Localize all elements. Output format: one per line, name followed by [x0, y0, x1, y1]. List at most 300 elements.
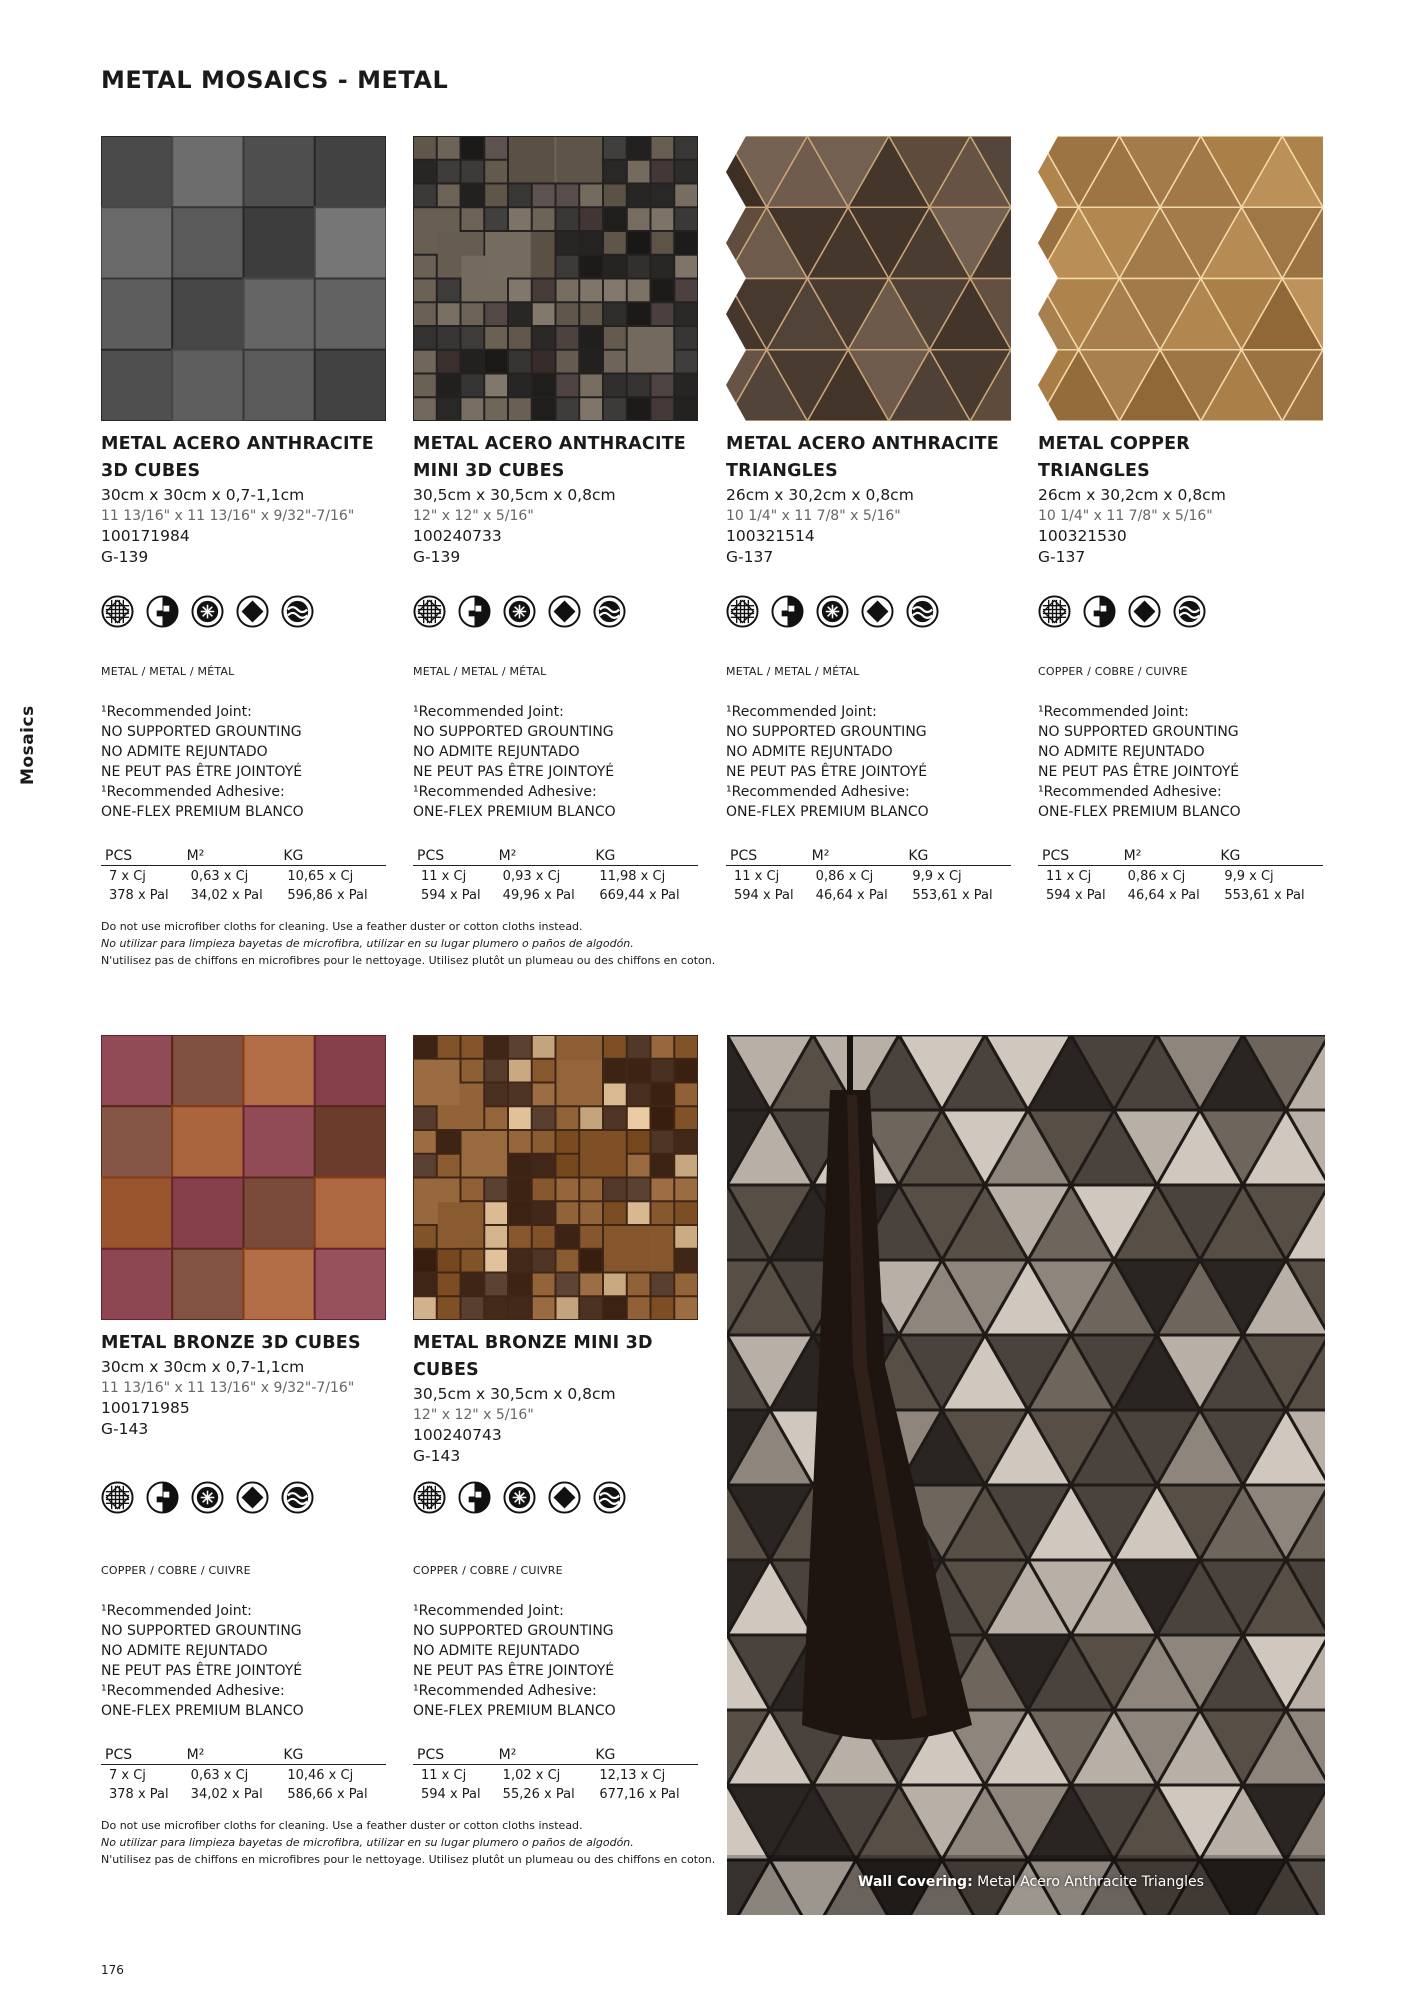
tile — [485, 1107, 507, 1129]
tile — [580, 185, 602, 207]
note-adhesive: ONE-FLEX PREMIUM BLANCO — [413, 804, 616, 820]
packing-cell-pcs: 7 x Cj — [109, 869, 146, 884]
tile — [462, 398, 484, 420]
tile — [557, 185, 579, 207]
packing-cell-kg: 10,46 x Cj — [287, 1768, 354, 1783]
packing-cell-pcs: 594 x Pal — [421, 1787, 481, 1802]
sparkle-icon — [191, 1481, 224, 1514]
product-code: 100240743 — [413, 1426, 502, 1444]
tile — [652, 1179, 674, 1201]
packing-header-row — [413, 848, 698, 866]
note-adhesive-label: ¹Recommended Adhesive: — [413, 1683, 597, 1699]
tile — [652, 398, 674, 420]
packing-row — [101, 885, 386, 904]
tile — [485, 1297, 507, 1319]
packing-row — [413, 1784, 698, 1803]
product-swatch-image — [101, 136, 386, 421]
tile — [557, 1274, 579, 1296]
tile — [438, 375, 460, 397]
product-card — [101, 136, 386, 918]
packing-cell-kg: 9,9 x Cj — [1224, 869, 1274, 884]
tile — [101, 1106, 172, 1177]
tile — [414, 1107, 436, 1129]
tile — [315, 279, 386, 350]
product-name: METAL BRONZE MINI 3D CUBES — [413, 1333, 653, 1380]
packing-header: KG — [591, 1747, 698, 1765]
tile — [604, 1179, 626, 1201]
product-card — [1038, 136, 1323, 918]
tile — [628, 256, 650, 278]
tile — [557, 256, 579, 278]
tile — [509, 351, 531, 373]
tile — [414, 161, 436, 183]
packing-row — [726, 885, 1011, 904]
tile — [509, 303, 531, 325]
diamond-icon — [1128, 595, 1161, 628]
packing-table — [726, 848, 1011, 904]
product-card — [101, 1035, 386, 1817]
tile — [533, 1274, 555, 1296]
tile — [557, 1155, 579, 1177]
product-code: 100321514 — [726, 527, 815, 545]
tile — [628, 398, 650, 420]
note-line-en: NO SUPPORTED GROUNTING — [101, 724, 302, 740]
product-swatch-image — [1038, 136, 1323, 421]
packing-row — [413, 866, 698, 886]
note-line-es: NO ADMITE REJUNTADO — [1038, 744, 1205, 760]
packing-header: M² — [495, 848, 592, 866]
dimensions-imperial: 10 1/4" x 11 7/8" x 5/16" — [726, 508, 901, 524]
tile — [557, 1107, 579, 1129]
packing-row — [1038, 885, 1323, 904]
packing-table — [413, 1747, 698, 1803]
price-group: G-139 — [413, 548, 461, 566]
mesh-icon — [101, 1481, 134, 1514]
dimensions-metric: 26cm x 30,2cm x 0,8cm — [1038, 486, 1226, 504]
tile — [533, 375, 555, 397]
tile — [675, 1250, 697, 1272]
diamond-icon — [236, 595, 269, 628]
tile — [557, 1297, 579, 1319]
tile — [244, 1106, 315, 1177]
packing-header: M² — [183, 848, 280, 866]
tile — [557, 303, 579, 325]
tile — [533, 398, 555, 420]
note-adhesive-label: ¹Recommended Adhesive: — [101, 784, 285, 800]
packing-cell-m2: 0,93 x Cj — [502, 869, 561, 884]
packing-cell-pcs: 11 x Cj — [1046, 869, 1092, 884]
installation-notes — [101, 702, 304, 822]
care-note-es: No utilizar para limpieza bayetas de microfibra, utilizar en su lugar plumero o paños de algodón. — [101, 1836, 634, 1849]
note-joint-label: ¹Recommended Joint: — [726, 704, 877, 720]
tile — [533, 1179, 555, 1201]
note-line-en: NO SUPPORTED GROUNTING — [101, 1623, 302, 1639]
tile — [557, 1250, 579, 1272]
caption-text: Metal Acero Anthracite Triangles — [977, 1874, 1204, 1890]
packing-row — [101, 1784, 386, 1803]
tile — [533, 280, 555, 302]
packing-header: PCS — [1038, 848, 1120, 866]
tile — [628, 303, 650, 325]
tile — [509, 1107, 531, 1129]
packing-cell-pcs: 11 x Cj — [421, 1768, 467, 1783]
tile — [628, 185, 650, 207]
dimensions-imperial: 12" x 12" x 5/16" — [413, 508, 534, 524]
tile — [628, 208, 650, 230]
note-line-es: NO ADMITE REJUNTADO — [101, 744, 268, 760]
tile — [172, 207, 243, 278]
tile — [533, 1036, 555, 1058]
tile — [509, 280, 531, 302]
tile — [509, 1084, 531, 1106]
packing-row — [413, 1765, 698, 1785]
tile — [438, 303, 460, 325]
wall-use-icon — [771, 595, 804, 628]
tile — [557, 1060, 603, 1106]
packing-row — [1038, 866, 1323, 886]
tile — [604, 256, 626, 278]
tile — [652, 375, 674, 397]
product-swatch-image — [413, 136, 698, 421]
product-swatch-image — [413, 1035, 698, 1320]
packing-header: M² — [495, 1747, 592, 1765]
tile — [485, 232, 531, 278]
tile — [533, 185, 555, 207]
tile — [101, 207, 172, 278]
dimensions-imperial: 11 13/16" x 11 13/16" x 9/32"-7/16" — [101, 1380, 355, 1396]
tile — [414, 351, 436, 373]
wall-use-icon — [146, 1481, 179, 1514]
tile — [628, 1036, 650, 1058]
tile — [462, 1297, 484, 1319]
tile — [414, 1250, 436, 1272]
feature-icons — [413, 595, 626, 628]
tile — [315, 1106, 386, 1177]
tile — [315, 1249, 386, 1320]
packing-cell-kg: 10,65 x Cj — [287, 869, 354, 884]
tile — [628, 1107, 650, 1129]
tile — [557, 351, 579, 373]
tile — [675, 1297, 697, 1319]
installation-notes — [1038, 702, 1241, 822]
packing-cell-kg: 677,16 x Pal — [599, 1787, 680, 1802]
tile — [675, 208, 697, 230]
tile — [628, 1084, 650, 1106]
product-code: 100171984 — [101, 527, 190, 545]
product-name: METAL ACERO ANTHRACITE TRIANGLES — [726, 434, 999, 481]
diamond-icon — [548, 1481, 581, 1514]
feature-icons — [101, 595, 314, 628]
packing-cell-pcs: 378 x Pal — [109, 888, 169, 903]
note-adhesive: ONE-FLEX PREMIUM BLANCO — [413, 1703, 616, 1719]
packing-table — [413, 848, 698, 904]
tile — [485, 1250, 507, 1272]
tile — [628, 1060, 650, 1082]
tile — [509, 1297, 531, 1319]
tile — [414, 1297, 436, 1319]
dimensions-metric: 30cm x 30cm x 0,7-1,1cm — [101, 486, 305, 504]
tile — [557, 398, 579, 420]
note-adhesive: ONE-FLEX PREMIUM BLANCO — [101, 1703, 304, 1719]
packing-row — [101, 866, 386, 886]
tile — [244, 207, 315, 278]
tile — [533, 1084, 555, 1106]
tile — [509, 1202, 531, 1224]
tile — [604, 375, 626, 397]
tile — [172, 1035, 243, 1106]
tile — [462, 375, 484, 397]
tile — [675, 327, 697, 349]
tile — [533, 1226, 555, 1248]
packing-row — [413, 885, 698, 904]
packing-header-row — [413, 1747, 698, 1765]
tile — [509, 1179, 531, 1201]
mesh-icon — [726, 595, 759, 628]
product-code: 100240733 — [413, 527, 502, 545]
tile — [580, 1250, 602, 1272]
product-code: 100171985 — [101, 1399, 190, 1417]
note-line-fr: NE PEUT PAS ÊTRE JOINTOYÉ — [413, 764, 615, 780]
tile — [438, 1131, 460, 1153]
tile — [414, 1226, 436, 1248]
tile — [509, 1131, 531, 1153]
tile — [244, 350, 315, 421]
note-joint-label: ¹Recommended Joint: — [413, 1603, 564, 1619]
tile — [652, 137, 674, 159]
product-name: METAL ACERO ANTHRACITE MINI 3D CUBES — [413, 434, 686, 481]
tile — [652, 280, 674, 302]
tile — [580, 398, 602, 420]
dimensions-metric: 30cm x 30cm x 0,7-1,1cm — [101, 1358, 305, 1376]
tile — [438, 1036, 460, 1058]
tile — [675, 1155, 697, 1177]
wave-icon — [593, 1481, 626, 1514]
tile — [485, 375, 507, 397]
tile — [652, 161, 674, 183]
tile — [485, 303, 507, 325]
tile — [438, 161, 460, 183]
tile — [604, 398, 626, 420]
packing-table — [1038, 848, 1323, 904]
note-joint-label: ¹Recommended Joint: — [101, 1603, 252, 1619]
tile — [652, 1297, 674, 1319]
tile — [315, 136, 386, 207]
dimensions-metric: 30,5cm x 30,5cm x 0,8cm — [413, 1385, 616, 1403]
feature-icons — [101, 1481, 314, 1514]
packing-header-row — [726, 848, 1011, 866]
tile — [580, 1107, 602, 1129]
tile — [675, 1179, 697, 1201]
packing-cell-m2: 34,02 x Pal — [190, 888, 263, 903]
tile — [509, 185, 531, 207]
tile — [628, 232, 650, 254]
caption-label: Wall Covering: — [858, 1874, 973, 1890]
price-group: G-137 — [1038, 548, 1086, 566]
mesh-icon — [1038, 595, 1071, 628]
packing-header: M² — [808, 848, 905, 866]
tile — [172, 350, 243, 421]
tile — [652, 1155, 674, 1177]
tile — [509, 1250, 531, 1272]
tile — [604, 1060, 626, 1082]
note-line-fr: NE PEUT PAS ÊTRE JOINTOYÉ — [101, 764, 303, 780]
wave-icon — [281, 595, 314, 628]
tile — [652, 1036, 674, 1058]
tile — [509, 1155, 531, 1177]
tile — [604, 327, 626, 349]
diamond-icon — [861, 595, 894, 628]
tile — [244, 1178, 315, 1249]
tile — [438, 1297, 460, 1319]
tile — [414, 280, 436, 302]
tile — [101, 1249, 172, 1320]
tile — [628, 1155, 650, 1177]
tile — [675, 351, 697, 373]
tile — [557, 280, 579, 302]
tile — [438, 185, 460, 207]
sparkle-icon — [816, 595, 849, 628]
product-card — [726, 136, 1011, 918]
packing-cell-kg: 12,13 x Cj — [599, 1768, 666, 1783]
packing-header: KG — [904, 848, 1011, 866]
tile — [652, 208, 674, 230]
sparkle-icon — [503, 1481, 536, 1514]
sparkle-icon — [191, 595, 224, 628]
tile — [101, 279, 172, 350]
tile — [485, 1274, 507, 1296]
packing-cell-kg: 9,9 x Cj — [912, 869, 962, 884]
tile — [675, 375, 697, 397]
note-line-en: NO SUPPORTED GROUNTING — [413, 1623, 614, 1639]
tile — [533, 1250, 555, 1272]
tile — [533, 1155, 555, 1177]
packing-header-row — [101, 848, 386, 866]
note-line-fr: NE PEUT PAS ÊTRE JOINTOYÉ — [1038, 764, 1240, 780]
note-adhesive-label: ¹Recommended Adhesive: — [726, 784, 910, 800]
tile — [533, 1060, 555, 1082]
tile — [604, 185, 626, 207]
packing-cell-kg: 669,44 x Pal — [599, 888, 680, 903]
tile — [485, 1060, 507, 1082]
material-label: METAL / METAL / MÉTAL — [726, 665, 860, 678]
tile — [485, 185, 507, 207]
tile — [628, 280, 650, 302]
tile — [462, 1036, 484, 1058]
diamond-icon — [548, 595, 581, 628]
tile — [675, 1131, 697, 1153]
packing-cell-m2: 1,02 x Cj — [502, 1768, 561, 1783]
note-line-fr: NE PEUT PAS ÊTRE JOINTOYÉ — [726, 764, 928, 780]
tile — [604, 232, 626, 254]
tile — [414, 303, 436, 325]
tile — [438, 327, 460, 349]
tile — [101, 136, 172, 207]
note-adhesive: ONE-FLEX PREMIUM BLANCO — [726, 804, 929, 820]
product-name: METAL COPPER TRIANGLES — [1038, 434, 1190, 481]
tile — [462, 327, 484, 349]
tile — [485, 1179, 507, 1201]
tile — [557, 327, 579, 349]
packing-cell-m2: 46,64 x Pal — [815, 888, 888, 903]
tile — [557, 1131, 579, 1153]
tile — [604, 1274, 626, 1296]
tile — [485, 1036, 507, 1058]
tile — [438, 137, 460, 159]
tile — [675, 1274, 697, 1296]
tile — [533, 208, 555, 230]
tile — [509, 398, 531, 420]
packing-cell-kg: 553,61 x Pal — [1224, 888, 1305, 903]
tile — [414, 398, 436, 420]
tile — [172, 1178, 243, 1249]
tile — [438, 351, 460, 373]
tile — [485, 1084, 507, 1106]
tile — [438, 1274, 460, 1296]
page-title: METAL MOSAICS - METAL — [101, 66, 449, 94]
wall-use-icon — [458, 1481, 491, 1514]
tile — [462, 1131, 508, 1177]
tile — [604, 161, 626, 183]
tile — [604, 1084, 626, 1106]
care-note-bottom — [101, 1817, 715, 1868]
packing-cell-kg: 11,98 x Cj — [599, 869, 666, 884]
tile — [462, 1060, 484, 1082]
tile — [244, 1035, 315, 1106]
tile — [652, 1060, 674, 1082]
packing-header: PCS — [101, 1747, 183, 1765]
tile — [580, 1202, 602, 1224]
product-card — [413, 136, 698, 918]
tile — [652, 1131, 674, 1153]
mesh-icon — [413, 1481, 446, 1514]
tile — [604, 1107, 626, 1129]
tile — [101, 1035, 172, 1106]
tile — [557, 208, 579, 230]
packing-cell-m2: 0,63 x Cj — [190, 869, 249, 884]
note-adhesive: ONE-FLEX PREMIUM BLANCO — [101, 804, 304, 820]
tile — [414, 1036, 436, 1058]
tile — [533, 351, 555, 373]
tile — [244, 136, 315, 207]
packing-header: M² — [183, 1747, 280, 1765]
tile — [675, 1107, 697, 1129]
tile — [628, 375, 650, 397]
wave-icon — [281, 1481, 314, 1514]
tile — [628, 1179, 650, 1201]
tile — [628, 1297, 650, 1319]
tile — [604, 351, 626, 373]
price-group: G-143 — [101, 1420, 149, 1438]
tile — [675, 1060, 697, 1082]
tile — [462, 185, 484, 207]
tile — [675, 161, 697, 183]
product-card — [413, 1035, 698, 1817]
packing-cell-pcs: 11 x Cj — [421, 869, 467, 884]
tile — [509, 208, 531, 230]
tile — [580, 1274, 602, 1296]
packing-cell-kg: 596,86 x Pal — [287, 888, 368, 903]
tile — [604, 1297, 626, 1319]
tile — [580, 375, 602, 397]
tile — [462, 1250, 484, 1272]
tile — [604, 303, 626, 325]
tile — [485, 161, 507, 183]
tile — [675, 303, 697, 325]
tile — [509, 137, 555, 183]
note-adhesive-label: ¹Recommended Adhesive: — [1038, 784, 1222, 800]
note-joint-label: ¹Recommended Joint: — [1038, 704, 1189, 720]
packing-header: PCS — [413, 848, 495, 866]
